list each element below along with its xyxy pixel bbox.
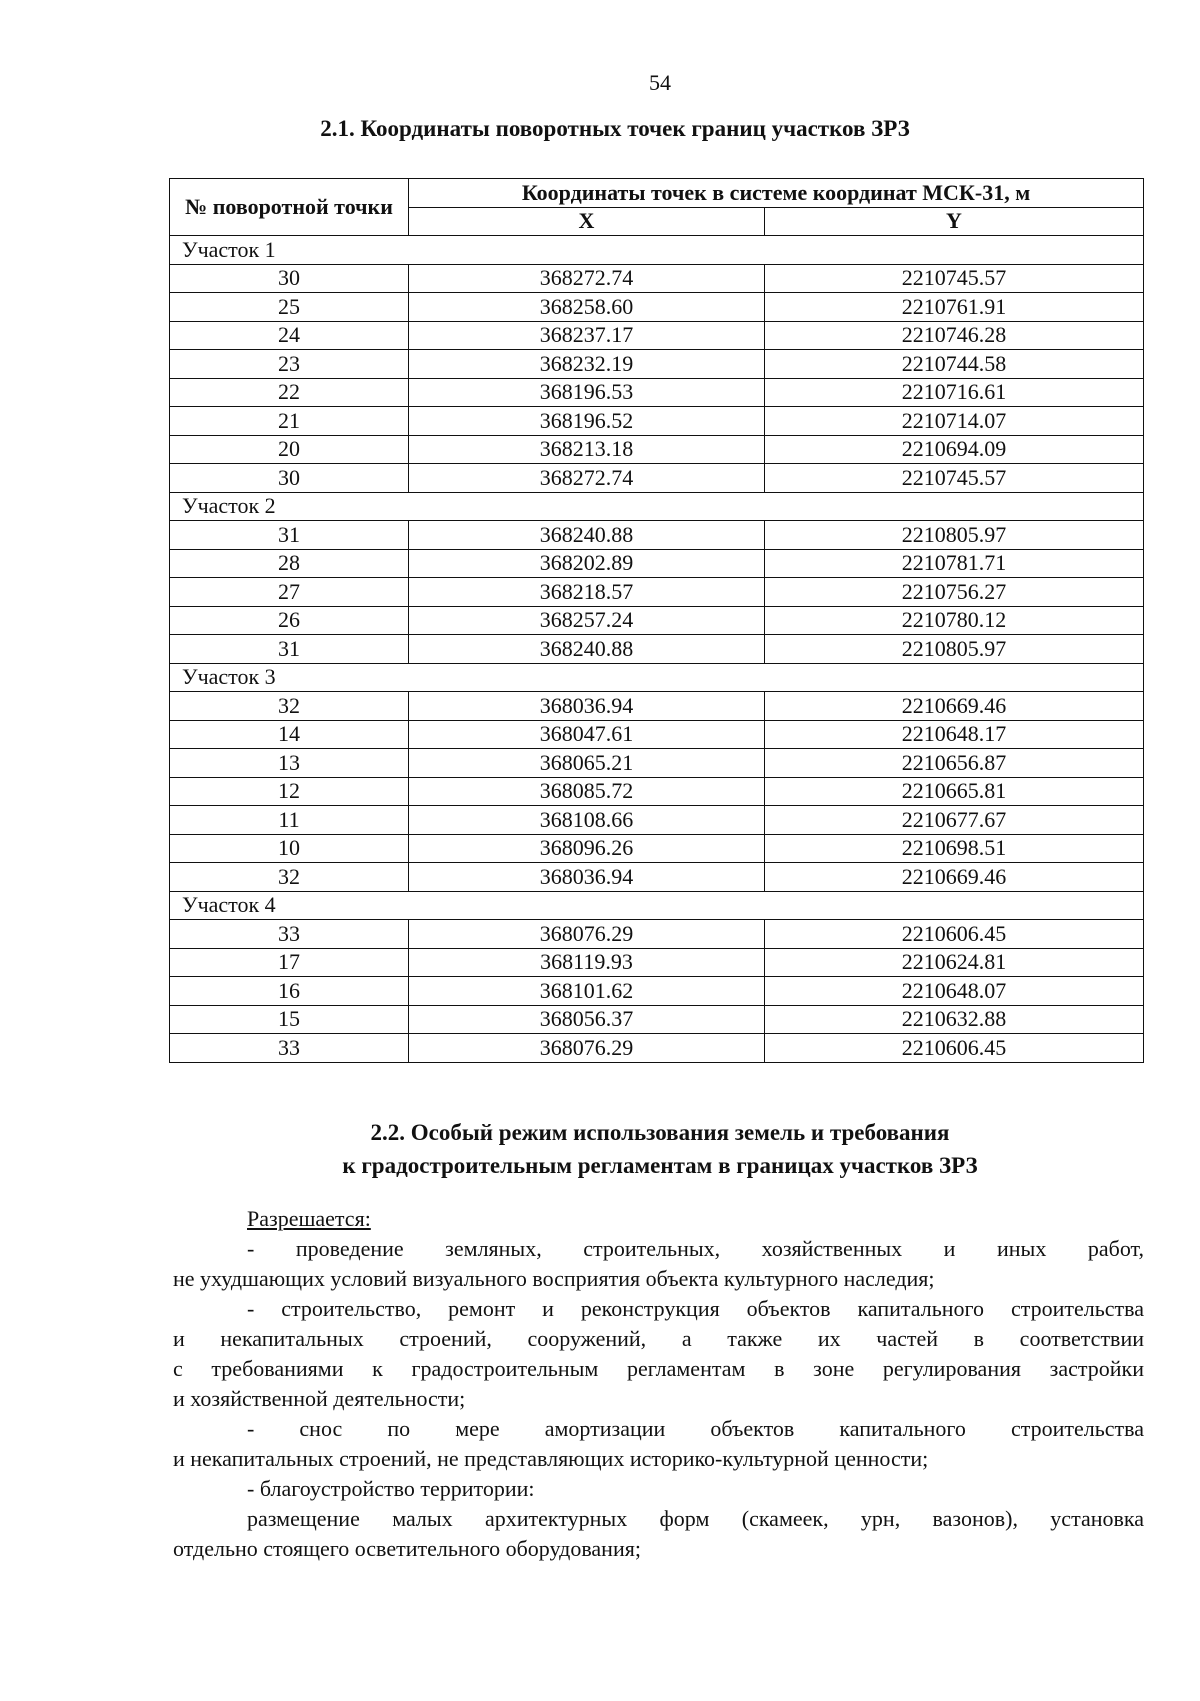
point-number: 10 <box>170 834 409 863</box>
y-coordinate: 2210805.97 <box>765 521 1144 550</box>
x-coordinate: 368196.53 <box>409 378 765 407</box>
point-number: 31 <box>170 635 409 664</box>
section-label: Участок 4 <box>170 891 1144 920</box>
paragraph-line: с требованиями к градостроительным регламентам в зоне регулирования застройки <box>173 1356 1144 1381</box>
point-number: 32 <box>170 692 409 721</box>
table-row <box>170 549 1144 578</box>
y-coordinate: 2210606.45 <box>765 920 1144 949</box>
y-coordinate: 2210744.58 <box>765 350 1144 379</box>
x-coordinate: 368119.93 <box>409 948 765 977</box>
paragraph <box>173 1234 1144 1294</box>
table-row <box>170 264 1144 293</box>
table-row <box>170 834 1144 863</box>
y-coordinate: 2210669.46 <box>765 863 1144 892</box>
y-coordinate: 2210624.81 <box>765 948 1144 977</box>
paragraph-line: и некапитальных строений, не представляющих историко-культурной ценности; <box>173 1446 929 1471</box>
x-coordinate: 368272.74 <box>409 264 765 293</box>
section-label: Участок 1 <box>170 236 1144 265</box>
y-coordinate: 2210780.12 <box>765 606 1144 635</box>
y-coordinate: 2210677.67 <box>765 806 1144 835</box>
table-row <box>170 635 1144 664</box>
point-number: 13 <box>170 749 409 778</box>
x-coordinate: 368036.94 <box>409 692 765 721</box>
table-row <box>170 321 1144 350</box>
y-coordinate: 2210756.27 <box>765 578 1144 607</box>
x-coordinate: 368218.57 <box>409 578 765 607</box>
point-number: 31 <box>170 521 409 550</box>
table-row <box>170 578 1144 607</box>
x-coordinate: 368196.52 <box>409 407 765 436</box>
y-coordinate: 2210746.28 <box>765 321 1144 350</box>
paragraph-line: и некапитальных строений, сооружений, а также их частей в соответствии <box>173 1326 1144 1351</box>
point-number: 28 <box>170 549 409 578</box>
y-coordinate: 2210716.61 <box>765 378 1144 407</box>
x-coordinate: 368096.26 <box>409 834 765 863</box>
table-row <box>170 521 1144 550</box>
x-coordinate: 368108.66 <box>409 806 765 835</box>
allowed-label: Разрешается: <box>247 1206 371 1231</box>
point-number: 12 <box>170 777 409 806</box>
table-row <box>170 977 1144 1006</box>
coordinates-table <box>169 178 1144 1063</box>
section-row <box>170 891 1144 920</box>
point-number: 15 <box>170 1005 409 1034</box>
paragraph-line: - снос по мере амортизации объектов капитального строительства <box>247 1416 1144 1441</box>
point-number: 32 <box>170 863 409 892</box>
point-number: 24 <box>170 321 409 350</box>
section-label: Участок 2 <box>170 492 1144 521</box>
paragraph <box>173 1414 1144 1474</box>
table-row <box>170 1034 1144 1063</box>
section-row <box>170 492 1144 521</box>
x-coordinate: 368237.17 <box>409 321 765 350</box>
section2-title <box>0 1116 1200 1182</box>
x-coordinate: 368101.62 <box>409 977 765 1006</box>
point-number: 30 <box>170 264 409 293</box>
x-coordinate: 368076.29 <box>409 920 765 949</box>
x-coordinate: 368232.19 <box>409 350 765 379</box>
paragraph-line: отдельно стоящего осветительного оборудования; <box>173 1536 641 1561</box>
table-row <box>170 1005 1144 1034</box>
section-title: 2.1. Координаты поворотных точек границ участков ЗРЗ <box>320 116 910 141</box>
x-coordinate: 368213.18 <box>409 435 765 464</box>
section-row <box>170 663 1144 692</box>
point-number: 20 <box>170 435 409 464</box>
point-number: 33 <box>170 920 409 949</box>
paragraph-line: и хозяйственной деятельности; <box>173 1386 466 1411</box>
section2-title-line2: к градостроительным регламентам в границах участков ЗРЗ <box>342 1153 978 1178</box>
y-coordinate: 2210698.51 <box>765 834 1144 863</box>
table-row <box>170 350 1144 379</box>
point-number: 33 <box>170 1034 409 1063</box>
point-number: 17 <box>170 948 409 977</box>
body-text <box>173 1204 1144 1564</box>
point-number: 14 <box>170 720 409 749</box>
y-coordinate: 2210665.81 <box>765 777 1144 806</box>
x-coordinate: 368240.88 <box>409 521 765 550</box>
table-row <box>170 606 1144 635</box>
y-coordinate: 2210606.45 <box>765 1034 1144 1063</box>
paragraph <box>173 1504 1144 1564</box>
table-row <box>170 749 1144 778</box>
section-label: Участок 3 <box>170 663 1144 692</box>
x-coordinate: 368085.72 <box>409 777 765 806</box>
y-coordinate: 2210761.91 <box>765 293 1144 322</box>
section-row <box>170 236 1144 265</box>
point-number: 26 <box>170 606 409 635</box>
point-number: 25 <box>170 293 409 322</box>
header-coordinates: Координаты точек в системе координат МСК-31, м <box>409 179 1144 208</box>
x-coordinate: 368272.74 <box>409 464 765 493</box>
y-coordinate: 2210648.17 <box>765 720 1144 749</box>
x-coordinate: 368065.21 <box>409 749 765 778</box>
table-row <box>170 863 1144 892</box>
table-row <box>170 692 1144 721</box>
paragraph-line: не ухудшающих условий визуального восприятия объекта культурного наследия; <box>173 1266 935 1291</box>
y-coordinate: 2210656.87 <box>765 749 1144 778</box>
section2-title-line1: 2.2. Особый режим использования земель и требования <box>370 1120 950 1145</box>
point-number: 23 <box>170 350 409 379</box>
table-row <box>170 435 1144 464</box>
paragraph-line: размещение малых архитектурных форм (скамеек, урн, вазонов), установка <box>247 1506 1144 1531</box>
y-coordinate: 2210781.71 <box>765 549 1144 578</box>
x-coordinate: 368047.61 <box>409 720 765 749</box>
x-coordinate: 368258.60 <box>409 293 765 322</box>
x-coordinate: 368257.24 <box>409 606 765 635</box>
y-coordinate: 2210669.46 <box>765 692 1144 721</box>
y-coordinate: 2210648.07 <box>765 977 1144 1006</box>
paragraph-line: - благоустройство территории: <box>247 1476 535 1501</box>
table-row <box>170 378 1144 407</box>
y-coordinate: 2210805.97 <box>765 635 1144 664</box>
point-number: 21 <box>170 407 409 436</box>
x-coordinate: 368036.94 <box>409 863 765 892</box>
header-x: X <box>409 207 765 236</box>
point-number: 30 <box>170 464 409 493</box>
table-row <box>170 920 1144 949</box>
table-row <box>170 407 1144 436</box>
table-row <box>170 293 1144 322</box>
paragraph-line: - проведение земляных, строительных, хозяйственных и иных работ, <box>247 1236 1144 1261</box>
page-number: 54 <box>649 70 671 95</box>
paragraph <box>173 1294 1144 1414</box>
x-coordinate: 368076.29 <box>409 1034 765 1063</box>
table-row <box>170 464 1144 493</box>
point-number: 16 <box>170 977 409 1006</box>
x-coordinate: 368202.89 <box>409 549 765 578</box>
table-row <box>170 948 1144 977</box>
table-row <box>170 806 1144 835</box>
x-coordinate: 368056.37 <box>409 1005 765 1034</box>
paragraph <box>173 1474 1144 1504</box>
paragraph-line: - строительство, ремонт и реконструкция объектов капитального строительства <box>247 1296 1144 1321</box>
table-row <box>170 777 1144 806</box>
y-coordinate: 2210632.88 <box>765 1005 1144 1034</box>
table-row <box>170 720 1144 749</box>
point-number: 27 <box>170 578 409 607</box>
point-number: 22 <box>170 378 409 407</box>
y-coordinate: 2210745.57 <box>765 264 1144 293</box>
y-coordinate: 2210745.57 <box>765 464 1144 493</box>
header-y: Y <box>765 207 1144 236</box>
y-coordinate: 2210694.09 <box>765 435 1144 464</box>
point-number: 11 <box>170 806 409 835</box>
header-point-number: № поворотной точки <box>170 179 409 236</box>
y-coordinate: 2210714.07 <box>765 407 1144 436</box>
x-coordinate: 368240.88 <box>409 635 765 664</box>
